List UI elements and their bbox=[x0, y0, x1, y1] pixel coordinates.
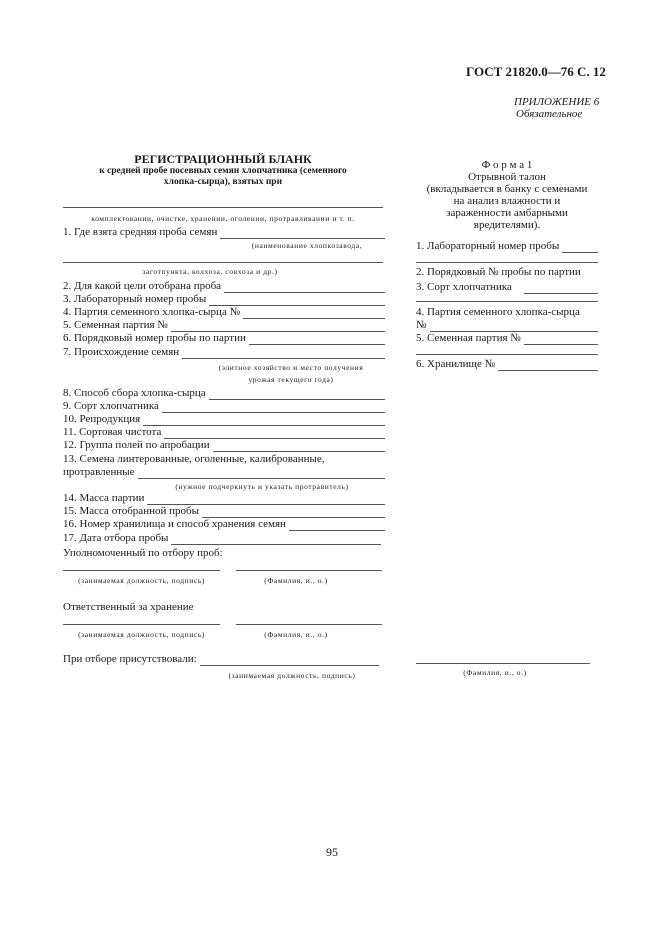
caption-harvest-year: урожая текущего года) bbox=[248, 375, 334, 384]
talon-name-line[interactable] bbox=[416, 663, 590, 664]
talon-note-3: зараженности амбарными bbox=[446, 207, 568, 219]
label-sampling-date: 17. Дата отбора пробы bbox=[63, 532, 169, 544]
responsible-signature-line[interactable] bbox=[63, 624, 220, 625]
field-storage[interactable] bbox=[63, 518, 385, 531]
label-reproduction: 10. Репродукция bbox=[63, 413, 141, 425]
label-sample-order: 6. Порядковый номер пробы по партии bbox=[63, 332, 246, 344]
talon-label-raw-batch: 4. Партия семенного хлопка-сырца bbox=[416, 306, 580, 318]
caption-responsible-name: (Фамилия, и., о.) bbox=[264, 630, 328, 639]
talon-label-lab-number: 1. Лабораторный номер пробы bbox=[416, 240, 560, 252]
talon-label-number-sign: № bbox=[416, 319, 427, 331]
field-harvest-method[interactable] bbox=[63, 387, 385, 400]
label-present: При отборе присутствовали: bbox=[63, 653, 197, 665]
field-raw-cotton-batch[interactable] bbox=[63, 306, 385, 319]
label-seed-origin: 7. Происхождение семян bbox=[63, 346, 180, 358]
talon-label-seed-batch: 5. Семенная партия № bbox=[416, 332, 521, 344]
talon-caption-name: (Фамилия, и., о.) bbox=[463, 668, 527, 677]
talon-label-storage: 6. Хранилище № bbox=[416, 358, 496, 370]
appendix-status: Обязательное bbox=[516, 108, 583, 120]
label-field-group: 12. Группа полей по апробации bbox=[63, 439, 210, 451]
field-seed-origin[interactable] bbox=[63, 346, 385, 359]
appendix-label: ПРИЛОЖЕНИЕ 6 bbox=[514, 96, 600, 108]
field-varietal-purity[interactable] bbox=[63, 426, 385, 439]
caption-present: (занимаемая должность, подпись) bbox=[228, 671, 356, 680]
field-reproduction[interactable] bbox=[63, 413, 385, 426]
field-sample-order[interactable] bbox=[63, 332, 385, 345]
talon-field-lab-number[interactable] bbox=[416, 240, 598, 253]
field-field-group[interactable] bbox=[63, 439, 385, 452]
operations-line[interactable] bbox=[63, 207, 383, 208]
talon-blank-line-3[interactable] bbox=[416, 354, 598, 355]
form-subtitle-2: хлопка-сырца), взятых при bbox=[163, 177, 283, 187]
standard-number: ГОСТ 21820.0—76 С. 12 bbox=[466, 64, 606, 79]
talon-note-1: (вкладывается в банку с семенами bbox=[426, 183, 588, 195]
label-varietal-purity: 11. Сортовая чистота bbox=[63, 426, 162, 438]
field-batch-mass[interactable] bbox=[63, 492, 385, 505]
caption-place-type: заготпункта, колхоза, совхоза и др.) bbox=[142, 267, 278, 276]
responsible-name-line[interactable] bbox=[236, 624, 382, 625]
caption-operations: комплектовании, очистке, хранении, оголении, протравливании и т. п. bbox=[91, 214, 355, 223]
label-treated: протравленные bbox=[63, 466, 135, 478]
label-seed-batch: 5. Семенная партия № bbox=[63, 319, 168, 331]
caption-elite-farm: (элитное хозяйство и место получения bbox=[218, 363, 364, 372]
talon-label-variety: 3. Сорт хлопчатника bbox=[416, 281, 512, 293]
talon-field-raw-batch[interactable] bbox=[416, 319, 598, 332]
talon-blank-line-1[interactable] bbox=[416, 262, 598, 263]
label-lab-number: 3. Лабораторный номер пробы bbox=[63, 293, 207, 305]
field-cotton-variety[interactable] bbox=[63, 400, 385, 413]
talon-label-sample-order: 2. Порядковый № пробы по партии bbox=[416, 266, 581, 278]
authorized-name-line[interactable] bbox=[236, 570, 382, 571]
caption-plant-name: (наименование хлопкозавода, bbox=[251, 241, 363, 250]
caption-authorized-name: (Фамилия, и., о.) bbox=[264, 576, 328, 585]
label-sample-mass: 15. Масса отобранной пробы bbox=[63, 505, 199, 517]
label-raw-cotton-batch: 4. Партия семенного хлопка-сырца № bbox=[63, 306, 241, 318]
talon-blank-line-2[interactable] bbox=[416, 301, 598, 302]
field-lab-number[interactable] bbox=[63, 293, 385, 306]
field-seed-treatment[interactable] bbox=[63, 466, 385, 479]
talon-form-label: Ф о р м а 1 bbox=[481, 159, 533, 171]
label-cotton-variety: 9. Сорт хлопчатника bbox=[63, 400, 159, 412]
form-title: РЕГИСТРАЦИОННЫЙ БЛАНК bbox=[134, 152, 312, 166]
label-sample-location: 1. Где взята средняя проба семян bbox=[63, 226, 218, 238]
label-purpose: 2. Для какой цели отобрана проба bbox=[63, 280, 222, 292]
field-present[interactable] bbox=[63, 653, 379, 666]
field-purpose[interactable] bbox=[63, 280, 385, 293]
page-number: 95 bbox=[326, 845, 338, 859]
label-seed-treatment: 13. Семена линтерованные, оголенные, калиброванные, bbox=[63, 453, 325, 465]
talon-field-variety[interactable] bbox=[416, 281, 598, 294]
authorized-signature-line[interactable] bbox=[63, 570, 220, 571]
label-authorized: Уполномоченный по отбору проб: bbox=[63, 547, 223, 559]
talon-field-seed-batch[interactable] bbox=[416, 332, 598, 345]
talon-title: Отрывной талон bbox=[468, 171, 546, 183]
talon-note-4: вредителями). bbox=[473, 219, 541, 231]
field-sample-location[interactable] bbox=[63, 226, 385, 239]
caption-treatment: (нужное подчеркнуть и указать протравитель) bbox=[175, 482, 349, 491]
talon-field-storage[interactable] bbox=[416, 358, 598, 371]
label-batch-mass: 14. Масса партии bbox=[63, 492, 145, 504]
caption-responsible-position: (занимаемая должность, подпись) bbox=[78, 630, 205, 639]
field-sampling-date[interactable] bbox=[63, 532, 381, 545]
label-responsible: Ответственный за хранение bbox=[63, 601, 194, 613]
caption-authorized-position: (занимаемая должность, подпись) bbox=[78, 576, 205, 585]
talon-note-2: на анализ влажности и bbox=[453, 195, 561, 207]
field-seed-batch[interactable] bbox=[63, 319, 385, 332]
label-storage: 16. Номер хранилища и способ хранения семян bbox=[63, 518, 286, 530]
field-sample-mass[interactable] bbox=[63, 505, 385, 518]
label-harvest-method: 8. Способ сбора хлопка-сырца bbox=[63, 387, 206, 399]
sample-location-line-2[interactable] bbox=[63, 262, 383, 263]
form-subtitle-1: к средней пробе посевных семян хлопчатника (семенного bbox=[99, 166, 347, 176]
